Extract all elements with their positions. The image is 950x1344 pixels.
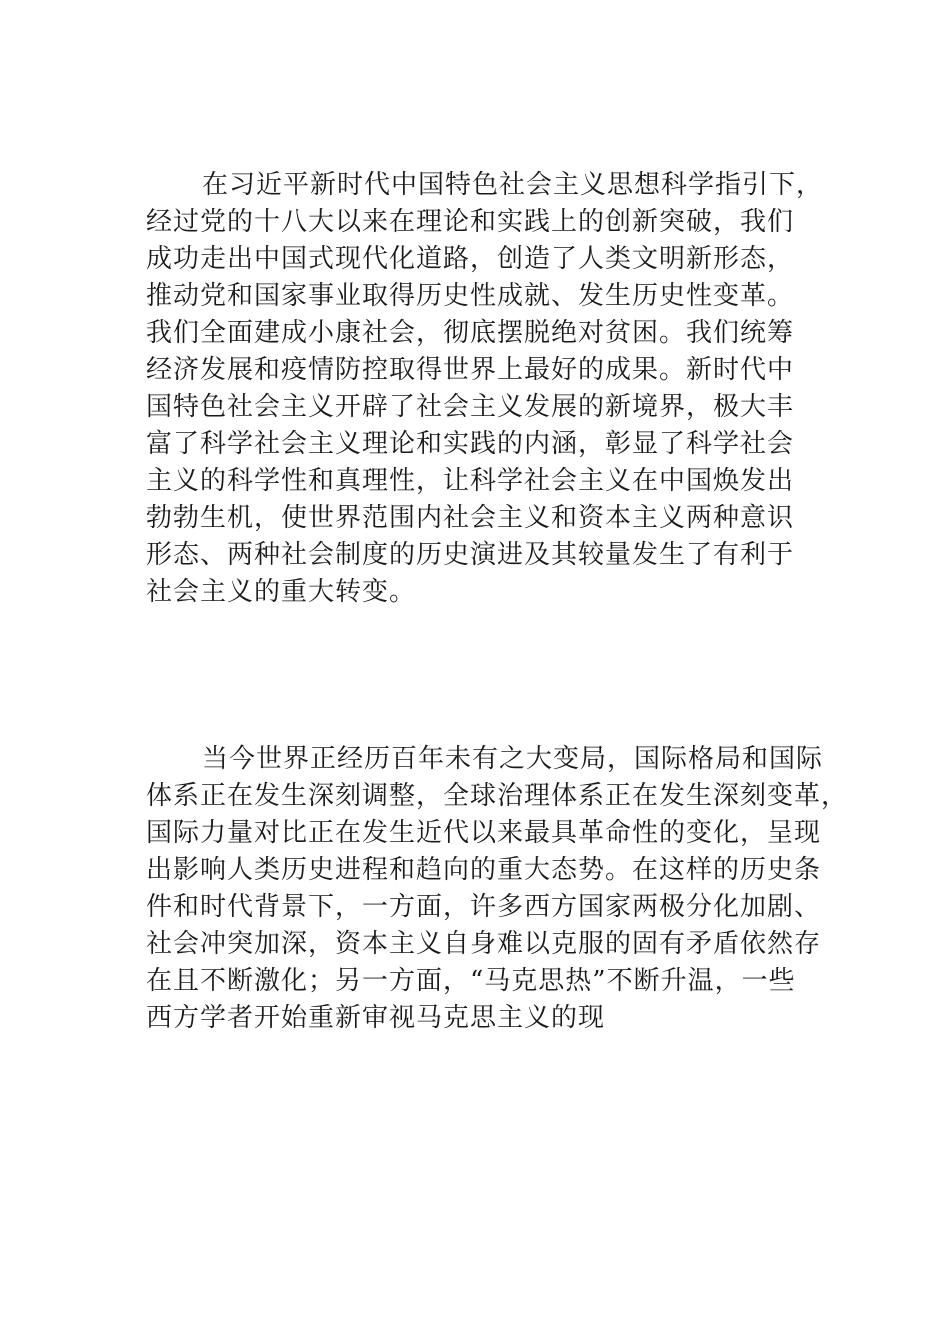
paragraph-line: 经济发展和疫情防控取得世界上最好的成果。新时代中 [146,355,795,385]
paragraph-line: 社会主义的重大转变。 [146,577,417,607]
paragraph-line: 国特色社会主义开辟了社会主义发展的新境界，极大丰 [146,392,795,422]
paragraph-line: 当今世界正经历百年未有之大变局，国际格局和国际 [202,744,824,774]
paragraph-line: 在习近平新时代中国特色社会主义思想科学指引下， [202,170,824,200]
paragraph-2 [146,741,849,1037]
paragraph-line: 主义的科学性和真理性，让科学社会主义在中国焕发出 [146,466,795,496]
paragraph-line: 推动党和国家事业取得历史性成就、发生历史性变革。 [146,281,795,311]
paragraph-line: 件和时代背景下，一方面，许多西方国家两极分化加剧、 [146,892,822,922]
paragraph-line: 体系正在发生深刻调整，全球治理体系正在发生深刻变革， [146,781,849,811]
paragraph-line: 出影响人类历史进程和趋向的重大态势。在这样的历史条 [146,855,822,885]
paragraph-line: 国际力量对比正在发生近代以来最具革命性的变化，呈现 [146,818,822,848]
paragraph-line: 形态、两种社会制度的历史演进及其较量发生了有利于 [146,540,795,570]
paragraph-line: 经过党的十八大以来在理论和实践上的创新突破，我们 [146,207,795,237]
paragraph-line: 在且不断激化；另一方面，“马克思热”不断升温，一些 [146,966,796,996]
paragraph-1 [146,167,846,611]
paragraph-line: 富了科学社会主义理论和实践的内涵，彰显了科学社会 [146,429,795,459]
paragraph-line: 社会冲突加深，资本主义自身难以克服的固有矛盾依然存 [146,929,822,959]
paragraph-line: 成功走出中国式现代化道路，创造了人类文明新形态， [146,244,795,274]
paragraph-line: 我们全面建成小康社会，彻底摆脱绝对贫困。我们统筹 [146,318,795,348]
paragraph-line: 西方学者开始重新审视马克思主义的现 [146,1003,606,1033]
paragraph-line: 勃勃生机，使世界范围内社会主义和资本主义两种意识 [146,503,795,533]
